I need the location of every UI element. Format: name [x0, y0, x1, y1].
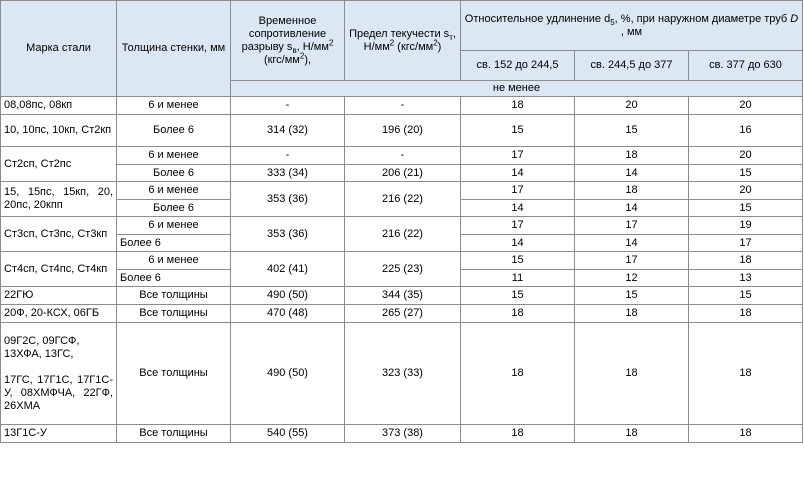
elong-cell: 17 [461, 147, 575, 165]
elong-cell: 18 [575, 323, 689, 425]
header-tensile-strength: Временное сопротивление разрыву $s_в$, $Н/мм^2$ $(кгс/мм^2)$, [231, 1, 345, 81]
elong-cell: 17 [575, 217, 689, 235]
wall-cell: Все толщины [117, 305, 231, 323]
elong-cell: 18 [689, 323, 803, 425]
grade-cell: 08,08пс, 08кп [1, 97, 117, 115]
elong-cell: 20 [689, 147, 803, 165]
elong-cell: 14 [575, 235, 689, 252]
grade-cell: Ст3сп, Ст3пс, Ст3кп [1, 217, 117, 252]
elong-cell: 17 [575, 252, 689, 270]
header-diameter-2: св. 244,5 до 377 [575, 51, 689, 81]
wall-cell: Все толщины [117, 323, 231, 425]
elong-cell: 18 [461, 323, 575, 425]
yield-cell: 206 (21) [345, 165, 461, 182]
strength-cell: 314 (32) [231, 115, 345, 147]
table-row [1, 287, 803, 305]
elong-cell: 14 [461, 200, 575, 217]
table-row [1, 323, 803, 425]
table-row [1, 97, 803, 115]
wall-cell: Более 6 [117, 115, 231, 147]
elong-cell: 18 [575, 425, 689, 443]
yield-cell: 196 (20) [345, 115, 461, 147]
yield-cell: 344 (35) [345, 287, 461, 305]
elong-cell: 18 [461, 97, 575, 115]
wall-cell: 6 и менее [117, 97, 231, 115]
elong-cell: 15 [575, 287, 689, 305]
grade-cell: 22ГЮ [1, 287, 117, 305]
table-row [1, 252, 803, 270]
grade-line: 09Г2С, 09ГСФ, 13ХФА, 13ГС, [4, 334, 80, 360]
header-grade: Марка стали [1, 1, 117, 97]
elong-cell: 18 [689, 425, 803, 443]
yield-cell: 265 (27) [345, 305, 461, 323]
table-row [1, 182, 803, 200]
wall-cell: 6 и менее [117, 252, 231, 270]
wall-cell: 6 и менее [117, 182, 231, 200]
elong-cell: 15 [575, 115, 689, 147]
wall-cell: Более 6 [117, 235, 231, 252]
strength-cell: 333 (34) [231, 165, 345, 182]
strength-cell: 353 (36) [231, 217, 345, 252]
header-wall-thickness: Толщина стенки, мм [117, 1, 231, 97]
table-row [1, 115, 803, 147]
elong-cell: 18 [575, 305, 689, 323]
wall-cell: Более 6 [117, 200, 231, 217]
elong-cell: 15 [461, 115, 575, 147]
grade-cell: Ст2сп, Ст2пс [1, 147, 117, 182]
wall-cell: 6 и менее [117, 217, 231, 235]
grade-cell: 10, 10пс, 10кп, Ст2кп [1, 115, 117, 147]
elong-cell: 17 [461, 217, 575, 235]
elong-cell: 18 [461, 425, 575, 443]
table-row [1, 147, 803, 165]
elong-cell: 18 [575, 182, 689, 200]
strength-cell: 540 (55) [231, 425, 345, 443]
elong-cell: 19 [689, 217, 803, 235]
elong-cell: 20 [575, 97, 689, 115]
grade-cell: Ст4сп, Ст4пс, Ст4кп [1, 252, 117, 287]
elong-cell: 14 [461, 235, 575, 252]
elong-cell: 17 [461, 182, 575, 200]
header-elongation: Относительное удлинение $d_5$, %, при наружном диаметре труб D , мм [461, 1, 803, 51]
elong-cell: 18 [689, 252, 803, 270]
elong-cell: 15 [461, 287, 575, 305]
elong-cell: 14 [575, 165, 689, 182]
grade-cell: 13Г1С-У [1, 425, 117, 443]
strength-cell: - [231, 147, 345, 165]
yield-cell: 225 (23) [345, 252, 461, 287]
yield-cell: - [345, 147, 461, 165]
elong-cell: 18 [461, 305, 575, 323]
wall-cell: Все толщины [117, 287, 231, 305]
table-row [1, 425, 803, 443]
elong-cell: 14 [461, 165, 575, 182]
yield-cell: - [345, 97, 461, 115]
elong-cell: 17 [689, 235, 803, 252]
elong-cell: 15 [461, 252, 575, 270]
elong-cell: 18 [575, 147, 689, 165]
header-yield-strength: Предел текучести $s_т$, $Н/мм^2$ $(кгс/мм^2)$ [345, 1, 461, 81]
elong-cell: 15 [689, 165, 803, 182]
wall-cell: Более 6 [117, 165, 231, 182]
elong-cell: 15 [689, 200, 803, 217]
strength-cell: 353 (36) [231, 182, 345, 217]
header-min: не менее [231, 81, 803, 97]
grade-cell: 20Ф, 20-КСХ, 06ГБ [1, 305, 117, 323]
grade-line: 17ГС, 17Г1С, 17Г1С-У, 08ХМФЧА, 22ГФ, 26ХМА [4, 373, 113, 412]
strength-cell: - [231, 97, 345, 115]
elong-cell: 20 [689, 182, 803, 200]
wall-cell: 6 и менее [117, 147, 231, 165]
strength-cell: 470 (48) [231, 305, 345, 323]
table-row [1, 165, 803, 182]
grade-cell [1, 323, 117, 425]
yield-cell: 216 (22) [345, 217, 461, 252]
header-diameter-1: св. 152 до 244,5 [461, 51, 575, 81]
grade-cell: 15, 15пс, 15кп, 20, 20пс, 20кпп [1, 182, 117, 217]
elong-cell: 11 [461, 270, 575, 287]
strength-cell: 402 (41) [231, 252, 345, 287]
elong-cell: 15 [689, 287, 803, 305]
elong-cell: 18 [689, 305, 803, 323]
table-row [1, 305, 803, 323]
yield-cell: 216 (22) [345, 182, 461, 217]
elong-cell: 16 [689, 115, 803, 147]
wall-cell: Все толщины [117, 425, 231, 443]
table-row [1, 217, 803, 235]
elong-cell: 14 [575, 200, 689, 217]
yield-cell: 373 (38) [345, 425, 461, 443]
elong-cell: 20 [689, 97, 803, 115]
strength-cell: 490 (50) [231, 287, 345, 305]
header-diameter-3: св. 377 до 630 [689, 51, 803, 81]
elong-cell: 12 [575, 270, 689, 287]
strength-cell: 490 (50) [231, 323, 345, 425]
wall-cell: Более 6 [117, 270, 231, 287]
elong-cell: 13 [689, 270, 803, 287]
yield-cell: 323 (33) [345, 323, 461, 425]
